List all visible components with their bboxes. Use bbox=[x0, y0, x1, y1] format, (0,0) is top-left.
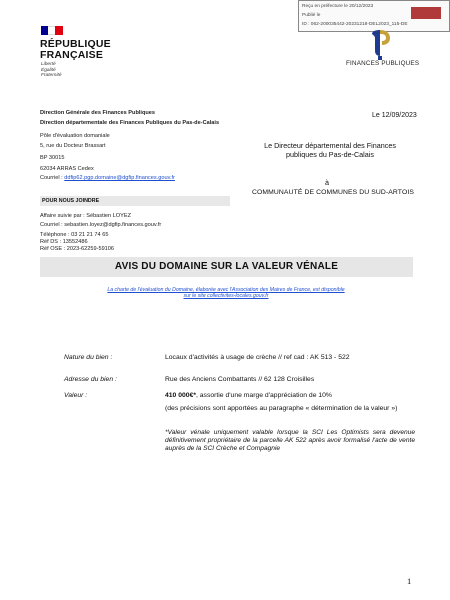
sender-bp: BP 30015 bbox=[40, 155, 65, 161]
contact-phone: Téléphone : 03 21 21 74 65 bbox=[40, 232, 109, 238]
value-label: Valeur : bbox=[64, 392, 88, 399]
contact-follower: Affaire suivie par : Sébastien LOYEZ bbox=[40, 213, 131, 219]
sender-email-link[interactable]: ddfip62.pgp.domaine@dgfip.finances.gouv.fr bbox=[64, 175, 175, 181]
republic-title bbox=[40, 39, 111, 61]
stamp-published: Publié le bbox=[302, 13, 321, 18]
director-line2: publiques du Pas-de-Calais bbox=[286, 150, 374, 159]
stamp-id: ID : 062-200035442-20231218-DEL2023_115-DE bbox=[302, 22, 408, 27]
prefecture-stamp bbox=[298, 0, 450, 32]
motto-egalite: Égalité bbox=[41, 67, 56, 73]
contact-email: Courriel : sebastien.loyez@dgfip.finances.gouv.fr bbox=[40, 222, 162, 228]
value-amount: 410 000€* bbox=[165, 392, 196, 399]
nature-label: Nature du bien : bbox=[64, 354, 113, 361]
value-precision: (des précisions sont apportées au paragraphe « détermination de la valeur ») bbox=[165, 405, 398, 412]
contact-heading: POUR NOUS JOINDRE bbox=[40, 196, 230, 206]
contact-block bbox=[40, 213, 230, 253]
nature-value: Locaux d'activités à usage de crèche // ref cad : AK 513 - 522 bbox=[165, 354, 350, 361]
republic-title-line2: FRANÇAISE bbox=[40, 49, 104, 61]
finances-publiques-name: FINANCES PUBLIQUES bbox=[346, 60, 420, 67]
republic-motto bbox=[41, 62, 62, 79]
republic-flag bbox=[41, 26, 63, 35]
address-label: Adresse du bien : bbox=[64, 376, 117, 383]
sender-dgfip: Direction Générale des Finances Publiques bbox=[40, 110, 156, 116]
sender-pole: Pôle d'évaluation domaniale bbox=[40, 133, 110, 139]
motto-liberte: Liberté bbox=[41, 62, 56, 67]
value-block bbox=[165, 392, 415, 400]
republic-title-line1: RÉPUBLIQUE bbox=[40, 38, 111, 50]
charter-link[interactable] bbox=[66, 287, 386, 300]
value-note: *Valeur vénale uniquement valable lorsque la SCI Les Optimists sera devenue définitivement propriétaire de la parcelle AK 522 après avoir formalisé l'acte de vente auprès de la SCI Crèche et Compagnie bbox=[165, 429, 415, 452]
sender-street: 5, rue du Docteur Brassart bbox=[40, 143, 106, 149]
sender-city: 62034 ARRAS Cedex bbox=[40, 166, 94, 172]
recipient-name: COMMUNAUTÉ DE COMMUNES DU SUD-ARTOIS bbox=[252, 189, 414, 196]
sender-ddfip: Direction départementale des Finances Publiques du Pas-de-Calais bbox=[40, 120, 220, 126]
flag-white-stripe bbox=[48, 26, 55, 35]
director-line1: Le Directeur départemental des Finances bbox=[264, 141, 396, 150]
flag-red-stripe bbox=[55, 26, 63, 35]
contact-ref-ds: Réf DS : 13552486 bbox=[40, 239, 88, 245]
stamp-logo bbox=[411, 7, 441, 19]
motto-fraternite: Fraternité bbox=[41, 73, 62, 79]
sender-email-line bbox=[40, 175, 230, 182]
finances-publiques-logo-icon bbox=[364, 30, 396, 60]
addressee-marker: à bbox=[325, 178, 329, 187]
stamp-received: Reçu en préfecture le 20/12/2023 bbox=[302, 4, 374, 9]
contact-ref-ose: Réf OSE : 2023-62259-59106 bbox=[40, 246, 115, 252]
charter-line1[interactable]: La charte de l'évaluation du Domaine, élaborée avec l'Association des Maires de France, est disponible bbox=[107, 287, 345, 293]
page-number: 1 bbox=[407, 576, 412, 586]
sender-block bbox=[40, 110, 230, 182]
document-date: Le 12/09/2023 bbox=[372, 112, 417, 119]
director-block bbox=[245, 141, 415, 159]
address-value: Rue des Anciens Combattants // 62 128 Croisilles bbox=[165, 376, 315, 383]
value-margin: , assortie d'une marge d'appréciation de 10% bbox=[196, 392, 332, 399]
flag-blue-stripe bbox=[41, 26, 48, 35]
charter-line2[interactable]: sur le site collectivites-locales.gouv.fr bbox=[183, 293, 269, 300]
sender-email-label: Courriel : bbox=[40, 175, 63, 181]
document-title-banner: AVIS DU DOMAINE SUR LA VALEUR VÉNALE bbox=[40, 257, 413, 277]
